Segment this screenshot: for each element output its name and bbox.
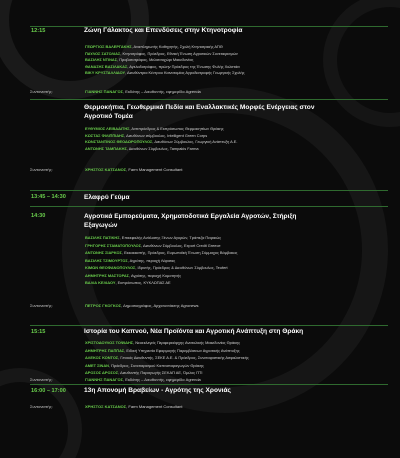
speaker-entry: [85, 371, 203, 376]
speaker-role: , Εκκοκκιστής, Πρόεδρος, Ευρωπαϊκή Ένωση Σύμμαχος Βάμβακος: [121, 250, 238, 255]
moderator-role: , Farm Management Consultant: [126, 404, 183, 409]
speaker-name: ΓΡΗΓΟΡΗΣ ΣΤΑΜΑΤΟΠΟΥΛΟΣ: [85, 242, 142, 248]
speaker-entry: [85, 244, 221, 249]
speaker-entry: [85, 266, 228, 271]
speaker-name: ΘΑΝΑΣΗΣ ΒΑΣΙΛΑΚΑΣ: [85, 63, 128, 69]
moderator-label: Συντονιστής:: [30, 404, 53, 409]
speaker-name: ΒΑΣΙΛΗΣ ΝΤΙΝΑΣ: [85, 57, 118, 62]
speaker-name: ΑΜΕΤ ΣΙΝΑΝ: [85, 362, 109, 368]
speaker-role: , Γενικός Διευθυντής, ΣΕΚΕ Α.Ε. & Πρόεδρος, Συνεταιριστικής Ασφαλιστικής: [118, 355, 249, 360]
speaker-entry: [85, 58, 193, 63]
speaker-name: ΚΙΜΩΝ ΘΕΟΦΑΝΟΠΟΥΛΟΣ: [85, 265, 136, 270]
session-time: 14:30: [31, 213, 46, 219]
speaker-role: , Αγρότης, περιοχή Λάρισας: [127, 257, 176, 263]
speaker-name: ΔΗΜΗΤΡΗΣ ΜΑΣΤΟΡΑΣ: [85, 272, 130, 278]
session-time: 15:15: [31, 329, 46, 335]
speaker-role: , Διευθύνων Σύμβουλος, Tampakis Farma: [126, 145, 199, 151]
speaker-role: , Διευθύνων Σύμβουλος, Γεωργική Ανάπτυξη Α.Ε.: [152, 139, 238, 144]
speaker-role: , Διευθύντρια Κέντρου Καινοτομίας Αγροδιατροφής Γεωργικής Σχολής: [125, 70, 245, 75]
speaker-entry: [85, 52, 238, 57]
speaker-role: , Επικεφαλής Ανάλυσης Ξένων Αγορών, Τράπεζα Πειραιώς: [119, 235, 222, 240]
moderator: [85, 303, 199, 308]
speaker-entry: [85, 140, 237, 145]
session-divider: [30, 384, 388, 385]
speaker-entry: [85, 281, 171, 286]
speaker-entry: [85, 341, 240, 346]
speaker-name: ΒΑΣΙΛΗΣ ΠΑΤΙΚΗΣ: [85, 235, 120, 240]
speaker-name: ΓΕΩΡΓΙΟΣ ΒΑΛΕΡΓΑΚΗΣ: [85, 44, 132, 49]
speaker-entry: [85, 251, 237, 256]
speaker-role: , Αγρότης, περιοχή Κομοτηνής: [129, 272, 182, 278]
speaker-entry: [85, 349, 240, 354]
session-title: Ζώνη Γάλακτος και Επενδύσεις στην Κτηνοτροφία: [84, 27, 243, 34]
speaker-role: , Νεοεκλεγείς Περιφερειάρχης Ανατολικής Μακεδονίας Θράκης: [133, 340, 241, 345]
speaker-entry: [85, 127, 224, 132]
speaker-role: , Αντιπρόεδρος & Εκπρόσωπος Θερμοκηπίων Θράκης: [129, 126, 224, 131]
moderator-name: ΓΙΑΝΝΗΣ ΠΑΝΑΓΟΣ: [85, 89, 124, 94]
speaker-name: ΒΙΚΥ ΚΡΥΣΤΑΛΛΙΔΟΥ: [85, 70, 126, 75]
speaker-name: ΒΑΛΙΑ ΚΕΛΙΔΟΥ: [85, 280, 116, 285]
session-title: Ιστορία του Καπνού, Νέα Προϊόντα και Αγροτική Ανάπτυξη στη Θράκη: [84, 328, 304, 335]
session-time: 12:15: [31, 28, 46, 34]
moderator-label: Συντονιστής:: [30, 167, 53, 172]
speaker-entry: [85, 45, 223, 50]
session-title: Ελαφρύ Γεύμα: [84, 194, 130, 201]
speaker-name: ΔΗΜΗΤΡΗΣ ΠΑΠΠΑΣ: [85, 347, 125, 353]
speaker-role: , Προβατοτρόφος, Μελισσοχώρι Μακεδονίας: [117, 57, 194, 62]
session-divider: [30, 325, 388, 326]
moderator-name: ΧΡΗΣΤΟΣ ΚΑΤΣΑΝΟΣ: [85, 404, 127, 409]
moderator-name: ΠΕΤΡΟΣ ΓΚΟΓΚΟΣ: [85, 303, 122, 308]
speaker-entry: [85, 65, 240, 70]
speaker-entry: [85, 364, 204, 369]
speaker-name: ΑΝΤΩΝΗΣ ΤΑΜΠΑΚΗΣ: [85, 145, 127, 151]
session-divider: [30, 190, 388, 191]
speaker-name: ΚΩΝΣΤΑΝΤΙΝΟΣ ΘΕΟΔΩΡΟΠΟΥΛΟΣ: [85, 139, 153, 144]
session-time: 13:45 – 14:30: [31, 194, 66, 200]
speaker-entry: [85, 71, 245, 76]
speaker-name: ΠΑΥΛΟΣ ΣΑΤΟΛΙΑΣ: [85, 50, 121, 56]
speaker-role: , Διευθύνων Σύμβουλος, Export Credit Greece: [141, 242, 221, 248]
moderator-label: Συντονιστής:: [30, 303, 53, 308]
speaker-name: ΔΡΟΣΟΣ ΔΡΟΣΟΣ: [85, 370, 119, 375]
speaker-name: ΑΛΕΚΟΣ ΚΟΝΤΟΣ: [85, 355, 119, 360]
moderator: [85, 89, 201, 94]
speaker-role: , Πρόεδρος, Συνεταιρισμού Καπνοπαραγωγών Θράκης: [108, 362, 204, 368]
moderator-role: , Εκδότης – Διευθυντής, εφημερίδα Agrenda: [123, 377, 201, 382]
session-title: 13η Απονομή Βραβείων - Αγρότης της Χρονιάς: [84, 387, 231, 394]
speaker-entry: [85, 236, 221, 241]
speaker-entry: [85, 356, 249, 361]
session-title: Θερμοκήπια, Γεωθερμικά Πεδία και Εναλλακτικές Μορφές Ενέργειας στον Αγροτικό Τομέα: [84, 104, 315, 120]
speaker-entry: [85, 147, 199, 152]
session-divider: [30, 99, 388, 100]
speaker-role: , Διευθύνων σύμβουλος, Intelligent Green Corps: [124, 132, 208, 138]
session-title: Αγροτικά Εμπορεύματα, Χρηματοδοτικά Εργαλεία Αγροτών, Στήριξη Εξαγωγών: [84, 213, 297, 229]
moderator: [85, 167, 182, 172]
session-divider: [30, 206, 388, 207]
moderator: [85, 404, 182, 409]
moderator-name: ΧΡΗΣΤΟΣ ΚΑΤΣΑΝΟΣ: [85, 167, 127, 172]
moderator-role: , Εκδότης – Διευθυντής, εφημερίδα Agrenda: [123, 89, 201, 94]
moderator-name: ΓΙΑΝΝΗΣ ΠΑΝΑΓΟΣ: [85, 377, 124, 382]
moderator-role: , Farm Management Consultant: [126, 167, 183, 172]
moderator-label: Συντονιστής:: [30, 89, 53, 94]
speaker-role: , Αναπληρωτής Καθηγητής, Σχολή Κτηνιατρικής ΑΠΘ: [131, 44, 223, 49]
speaker-role: , Διευθυντής Παραγωγής ΣΕΚΑΠ ΑΕ, Όμιλος ΠΤΙ: [118, 370, 203, 375]
speaker-entry: [85, 134, 207, 139]
speaker-name: ΕΥΘΥΜΙΟΣ ΛΕΙΒΑΔΙΤΗΣ: [85, 126, 130, 131]
speaker-entry: [85, 259, 175, 264]
speaker-name: ΚΩΣΤΑΣ ΦΙΛΙΠΠΙΔΗΣ: [85, 132, 125, 138]
speaker-role: , Εκπρόσωπος, ΚΥΚΛΩΠΑΣ ΑΕ: [115, 280, 171, 285]
moderator-role: , Δημοσιογράφος, Αρχισυντάκτης Agronews: [121, 303, 199, 308]
speaker-role: , Αγελαδοτρόφος, πρώην Πρόεδρος της Ένωσης Φυλής Χολστάιν: [127, 63, 241, 69]
session-time: 16:00 – 17:00: [31, 388, 66, 394]
speaker-role: , Κτηνοτρόφος, Πρόεδρος, Εθνική Ένωση Αγροτικών Συνεταιρισμών: [120, 50, 238, 56]
speaker-entry: [85, 274, 181, 279]
speaker-name: ΒΑΣΙΛΗΣ ΤΖΙΜΟΥΡΤΟΣ: [85, 257, 128, 263]
moderator-label: Συντονιστής:: [30, 377, 53, 382]
speaker-name: ΑΝΤΩΝΗΣ ΣΙΑΡΚΟΣ: [85, 250, 122, 255]
moderator: [85, 377, 201, 382]
speaker-role: , Ιδρυτής, Πρόεδρος & Διευθύνων Σύμβουλος, Teofert: [135, 265, 228, 270]
speaker-role: , Ειδική Υπηρεσία Εφαρμογής Παρεμβάσεων Αγροτικής Ανάπτυξης: [124, 347, 240, 353]
speaker-name: ΧΡΙΣΤΟΔΟΥΛΟΣ ΤΟΨΙΔΗΣ: [85, 340, 134, 345]
